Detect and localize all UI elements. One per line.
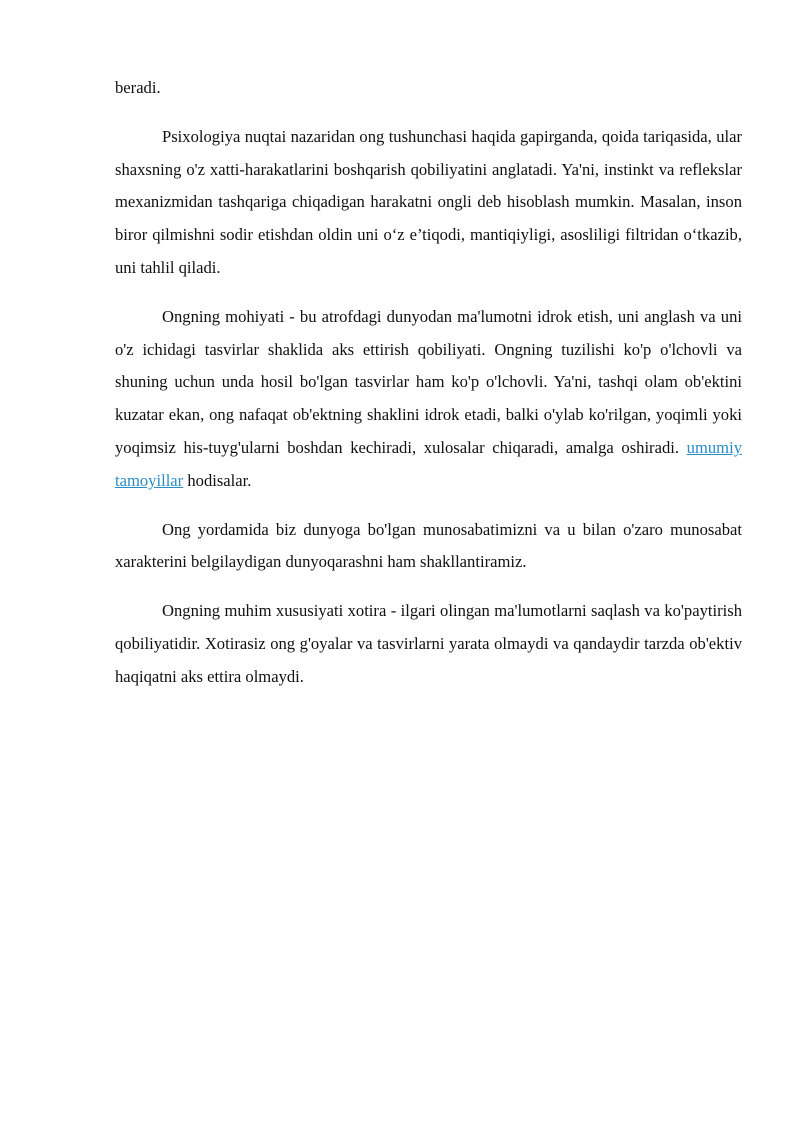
paragraph-text-after-link: hodisalar. xyxy=(183,470,252,490)
paragraph-worldview: Ong yordamida biz dunyoga bo'lgan munosabatimizni va u bilan o'zaro munosabat xarakterini belgilaydigan dunyoqarashni ham shakllantiramiz. xyxy=(115,519,742,572)
paragraph-text-before-link: Ongning mohiyati - bu atrofdagi dunyodan ma'lumotni idrok etish, uni anglash va uni o'z ichidagi tasvirlar shaklida aks ettirish qobiliyati. Ongning tuzilishi ko'p o'lchovli va shuning uchun unda hosil bo'lgan tasvirlar ham ko'p o'lchovli. Ya'ni, tashqi olam ob'ektini kuzatar ekan, ong nafaqat ob'ektning shaklini idrok etadi, balki o'ylab ko'rilgan, yoqimli yoki yoqimsiz his-tuyg'ularni boshdan kechiradi, xulosalar chiqaradi, amalga oshiradi. xyxy=(115,306,742,457)
paragraph-essence-of-consciousness xyxy=(115,301,742,498)
paragraph-memory: Ongning muhim xususiyati xotira - ilgari olingan ma'lumotlarni saqlash va ko'paytirish qobiliyatidir. Xotirasiz ong g'oyalar va tasvirlarni yarata olmaydi va qandaydir tarzda ob'ektiv haqiqatni aks ettira olmaydi. xyxy=(115,601,742,686)
link-general-principles[interactable]: umumiy tamoyillar xyxy=(115,437,742,490)
paragraph-continuation: beradi. xyxy=(115,78,161,97)
paragraph-psychology-consciousness: Psixologiya nuqtai nazaridan ong tushunchasi haqida gapirganda, qoida tariqasida, ular shaxsning o'z xatti-harakatlarini boshqarish qobiliyatini anglatadi. Ya'ni, instinkt va reflekslar mexanizmidan tashqariga chiqadigan harakatni ongli deb hisoblash mumkin. Masalan, inson biror qilmishni sodir etishdan oldin uni o‘z e’tiqodi, mantiqiyligi, asosliligi filtridan o‘tkazib, uni tahlil qiladi. xyxy=(115,126,742,277)
document-body xyxy=(115,72,742,710)
